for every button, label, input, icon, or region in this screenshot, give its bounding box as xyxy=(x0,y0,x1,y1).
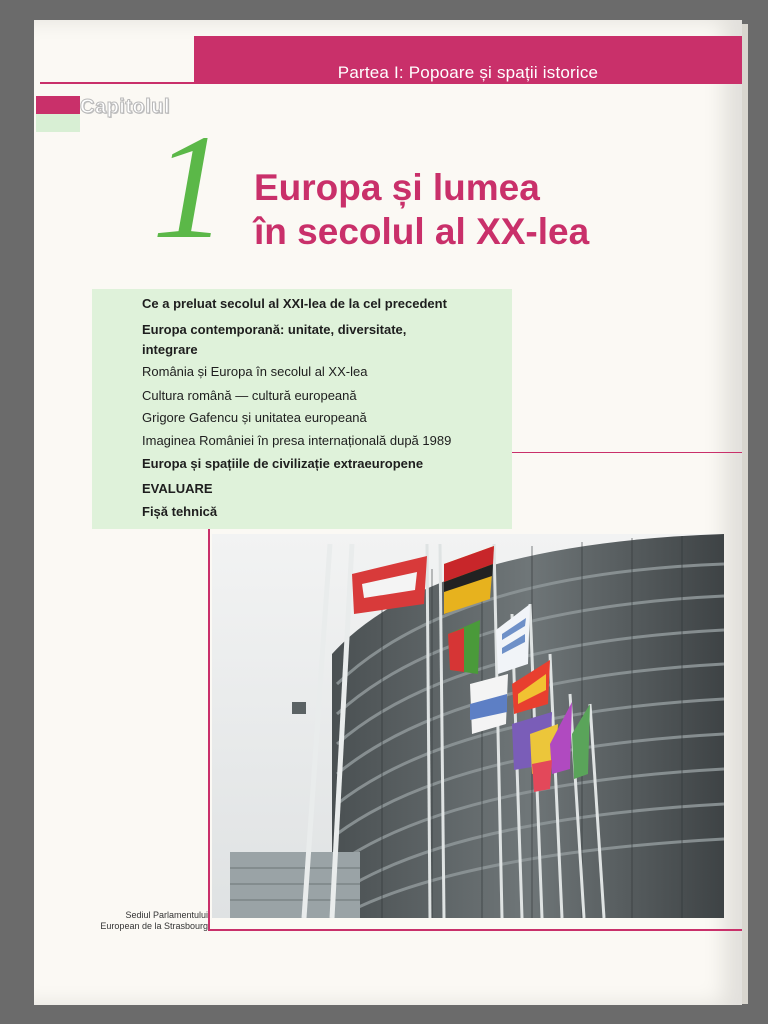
photo-frame-bottom-rule xyxy=(208,929,742,931)
toc-item: România și Europa în secolul al XX-lea xyxy=(142,364,368,379)
chapter-title xyxy=(254,166,724,254)
toc-item: Imaginea României în presa internațională după 1989 xyxy=(142,433,452,448)
toc-item: Europa contemporană: unitate, diversitate, xyxy=(142,322,407,337)
chapter-label-block-green xyxy=(36,114,80,132)
page-edge xyxy=(742,24,748,1004)
part-title: Partea I: Popoare și spații istorice xyxy=(337,63,599,82)
photo-caption xyxy=(92,910,208,932)
part-divider xyxy=(40,82,742,84)
parliament-photo xyxy=(212,534,724,918)
chapter-title-line-2: în secolul al XX-lea xyxy=(254,211,590,252)
toc-item: Grigore Gafencu și unitatea europeană xyxy=(142,410,367,425)
part-banner xyxy=(194,36,742,82)
toc-item: EVALUARE xyxy=(142,481,213,496)
toc-item: integrare xyxy=(142,342,198,357)
toc-item: Ce a preluat secolul al XXI-lea de la cel precedent xyxy=(142,296,447,311)
toc-item: Fișă tehnică xyxy=(142,504,218,519)
toc-item: Europa și spațiile de civilizație extraeuropene xyxy=(142,456,424,471)
chapter-title-line-1: Europa și lumea xyxy=(254,167,540,208)
chapter-number: 1 xyxy=(152,104,227,270)
toc-item: Cultura română — cultură europeană xyxy=(142,388,357,403)
photo-caption-line-2: European de la Strasbourg xyxy=(100,921,208,931)
decorative-rule xyxy=(512,452,742,453)
photo-caption-line-1: Sediul Parlamentului xyxy=(125,910,208,920)
chapter-label: Capitolul xyxy=(80,96,171,118)
chapter-label-block-pink xyxy=(36,96,80,114)
photo-frame-left-rule xyxy=(208,529,210,931)
